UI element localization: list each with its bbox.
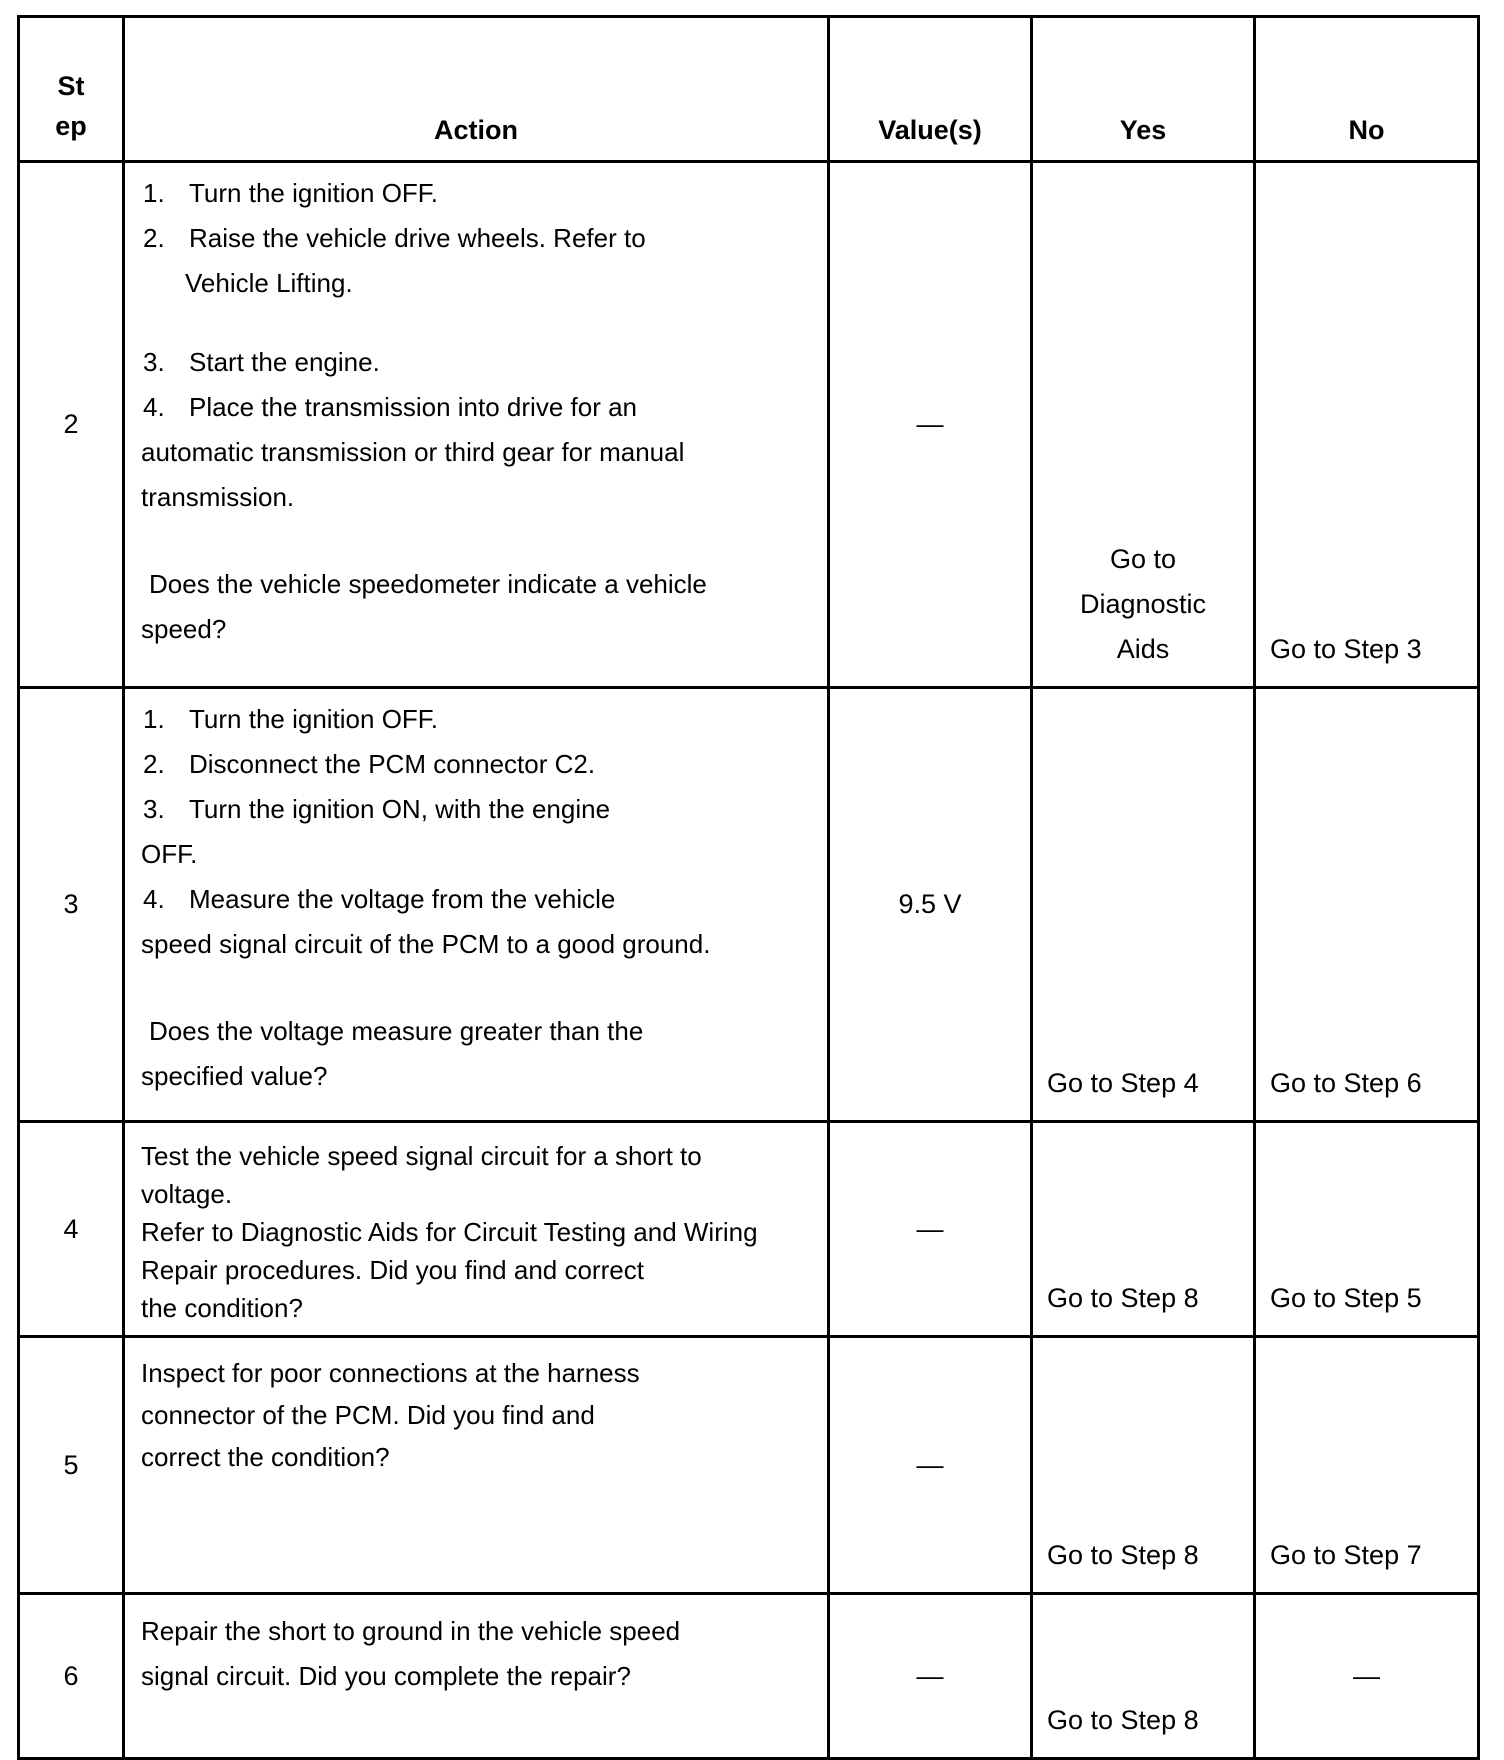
list-text: Start the engine. [189,347,380,377]
value-cell: 9.5 V [829,688,1032,1122]
list-number: 1. [143,704,165,734]
value-cell: — [829,1122,1032,1337]
list-text: Disconnect the PCM connector C2. [189,749,596,779]
value-cell: — [829,162,1032,688]
list-continuation: transmission. [141,482,295,512]
action-cell [124,1337,829,1594]
list-text: Measure the voltage from the vehicle [189,884,616,914]
list-item [141,340,817,385]
list-item [141,742,817,787]
header-step-bottom: ep [55,111,87,141]
action-line: Repair the short to ground in the vehicle speed [141,1616,681,1646]
action-line: connector of the PCM. Did you find and [141,1400,595,1430]
question-text: speed? [141,614,227,644]
header-row [19,17,1479,162]
step-number: 2 [19,162,124,688]
action-cell [124,162,829,688]
header-step [19,17,124,162]
diagnostic-table [17,15,1480,1760]
list-continuation: automatic transmission or third gear for manual [141,437,685,467]
list-number: 3. [143,794,165,824]
table-row [19,688,1479,1122]
list-text: Turn the ignition ON, with the engine [189,794,611,824]
action-line: Refer to Diagnostic Aids for Circuit Testing and Wiring [141,1217,758,1247]
yes-cell [1032,162,1255,688]
yes-cell: Go to Step 4 [1032,688,1255,1122]
value-cell: — [829,1337,1032,1594]
step-number: 3 [19,688,124,1122]
action-line: Inspect for poor connections at the harness [141,1358,640,1388]
yes-line: Diagnostic [1079,589,1207,619]
action-cell [124,1122,829,1337]
value-cell: — [829,1594,1032,1759]
no-cell: Go to Step 3 [1255,162,1479,688]
list-item [141,385,817,430]
yes-line: Aids [1116,634,1170,664]
list-continuation: speed signal circuit of the PCM to a good ground. [141,929,711,959]
table-row [19,1122,1479,1337]
list-item [141,787,817,832]
table-row [19,162,1479,688]
question-text: Does the voltage measure greater than the [149,1016,644,1046]
header-no: No [1255,17,1479,162]
list-continuation: OFF. [141,839,198,869]
no-cell: Go to Step 7 [1255,1337,1479,1594]
yes-cell: Go to Step 8 [1032,1337,1255,1594]
no-cell: Go to Step 5 [1255,1122,1479,1337]
header-action: Action [124,17,829,162]
step-number: 5 [19,1337,124,1594]
list-item [141,877,817,922]
list-text: Raise the vehicle drive wheels. Refer to [189,223,646,253]
list-number: 2. [143,223,165,253]
list-continuation: Vehicle Lifting. [185,268,353,298]
question-text: Does the vehicle speedometer indicate a vehicle [149,569,707,599]
list-number: 1. [143,178,165,208]
action-line: Test the vehicle speed signal circuit for a short to [141,1141,702,1171]
list-item [141,697,817,742]
yes-cell: Go to Step 8 [1032,1594,1255,1759]
yes-line: Go to [1109,544,1177,574]
header-step-top: St [57,71,85,101]
list-number: 4. [143,884,165,914]
table-row [19,1594,1479,1759]
list-number: 3. [143,347,165,377]
header-values: Value(s) [829,17,1032,162]
action-cell [124,1594,829,1759]
action-line: voltage. [141,1179,233,1209]
list-item [141,216,817,261]
table-row [19,1337,1479,1594]
list-text: Turn the ignition OFF. [189,704,439,734]
list-number: 4. [143,392,165,422]
action-line: correct the condition? [141,1442,390,1472]
list-item [141,171,817,216]
list-text: Place the transmission into drive for an [189,392,637,422]
list-text: Turn the ignition OFF. [189,178,439,208]
no-cell: — [1255,1594,1479,1759]
action-cell [124,688,829,1122]
header-yes: Yes [1032,17,1255,162]
action-line: signal circuit. Did you complete the repair? [141,1661,631,1691]
step-number: 6 [19,1594,124,1759]
list-number: 2. [143,749,165,779]
action-line: the condition? [141,1293,303,1323]
question-text: specified value? [141,1061,328,1091]
yes-cell: Go to Step 8 [1032,1122,1255,1337]
action-line: Repair procedures. Did you find and correct [141,1255,644,1285]
no-cell: Go to Step 6 [1255,688,1479,1122]
step-number: 4 [19,1122,124,1337]
